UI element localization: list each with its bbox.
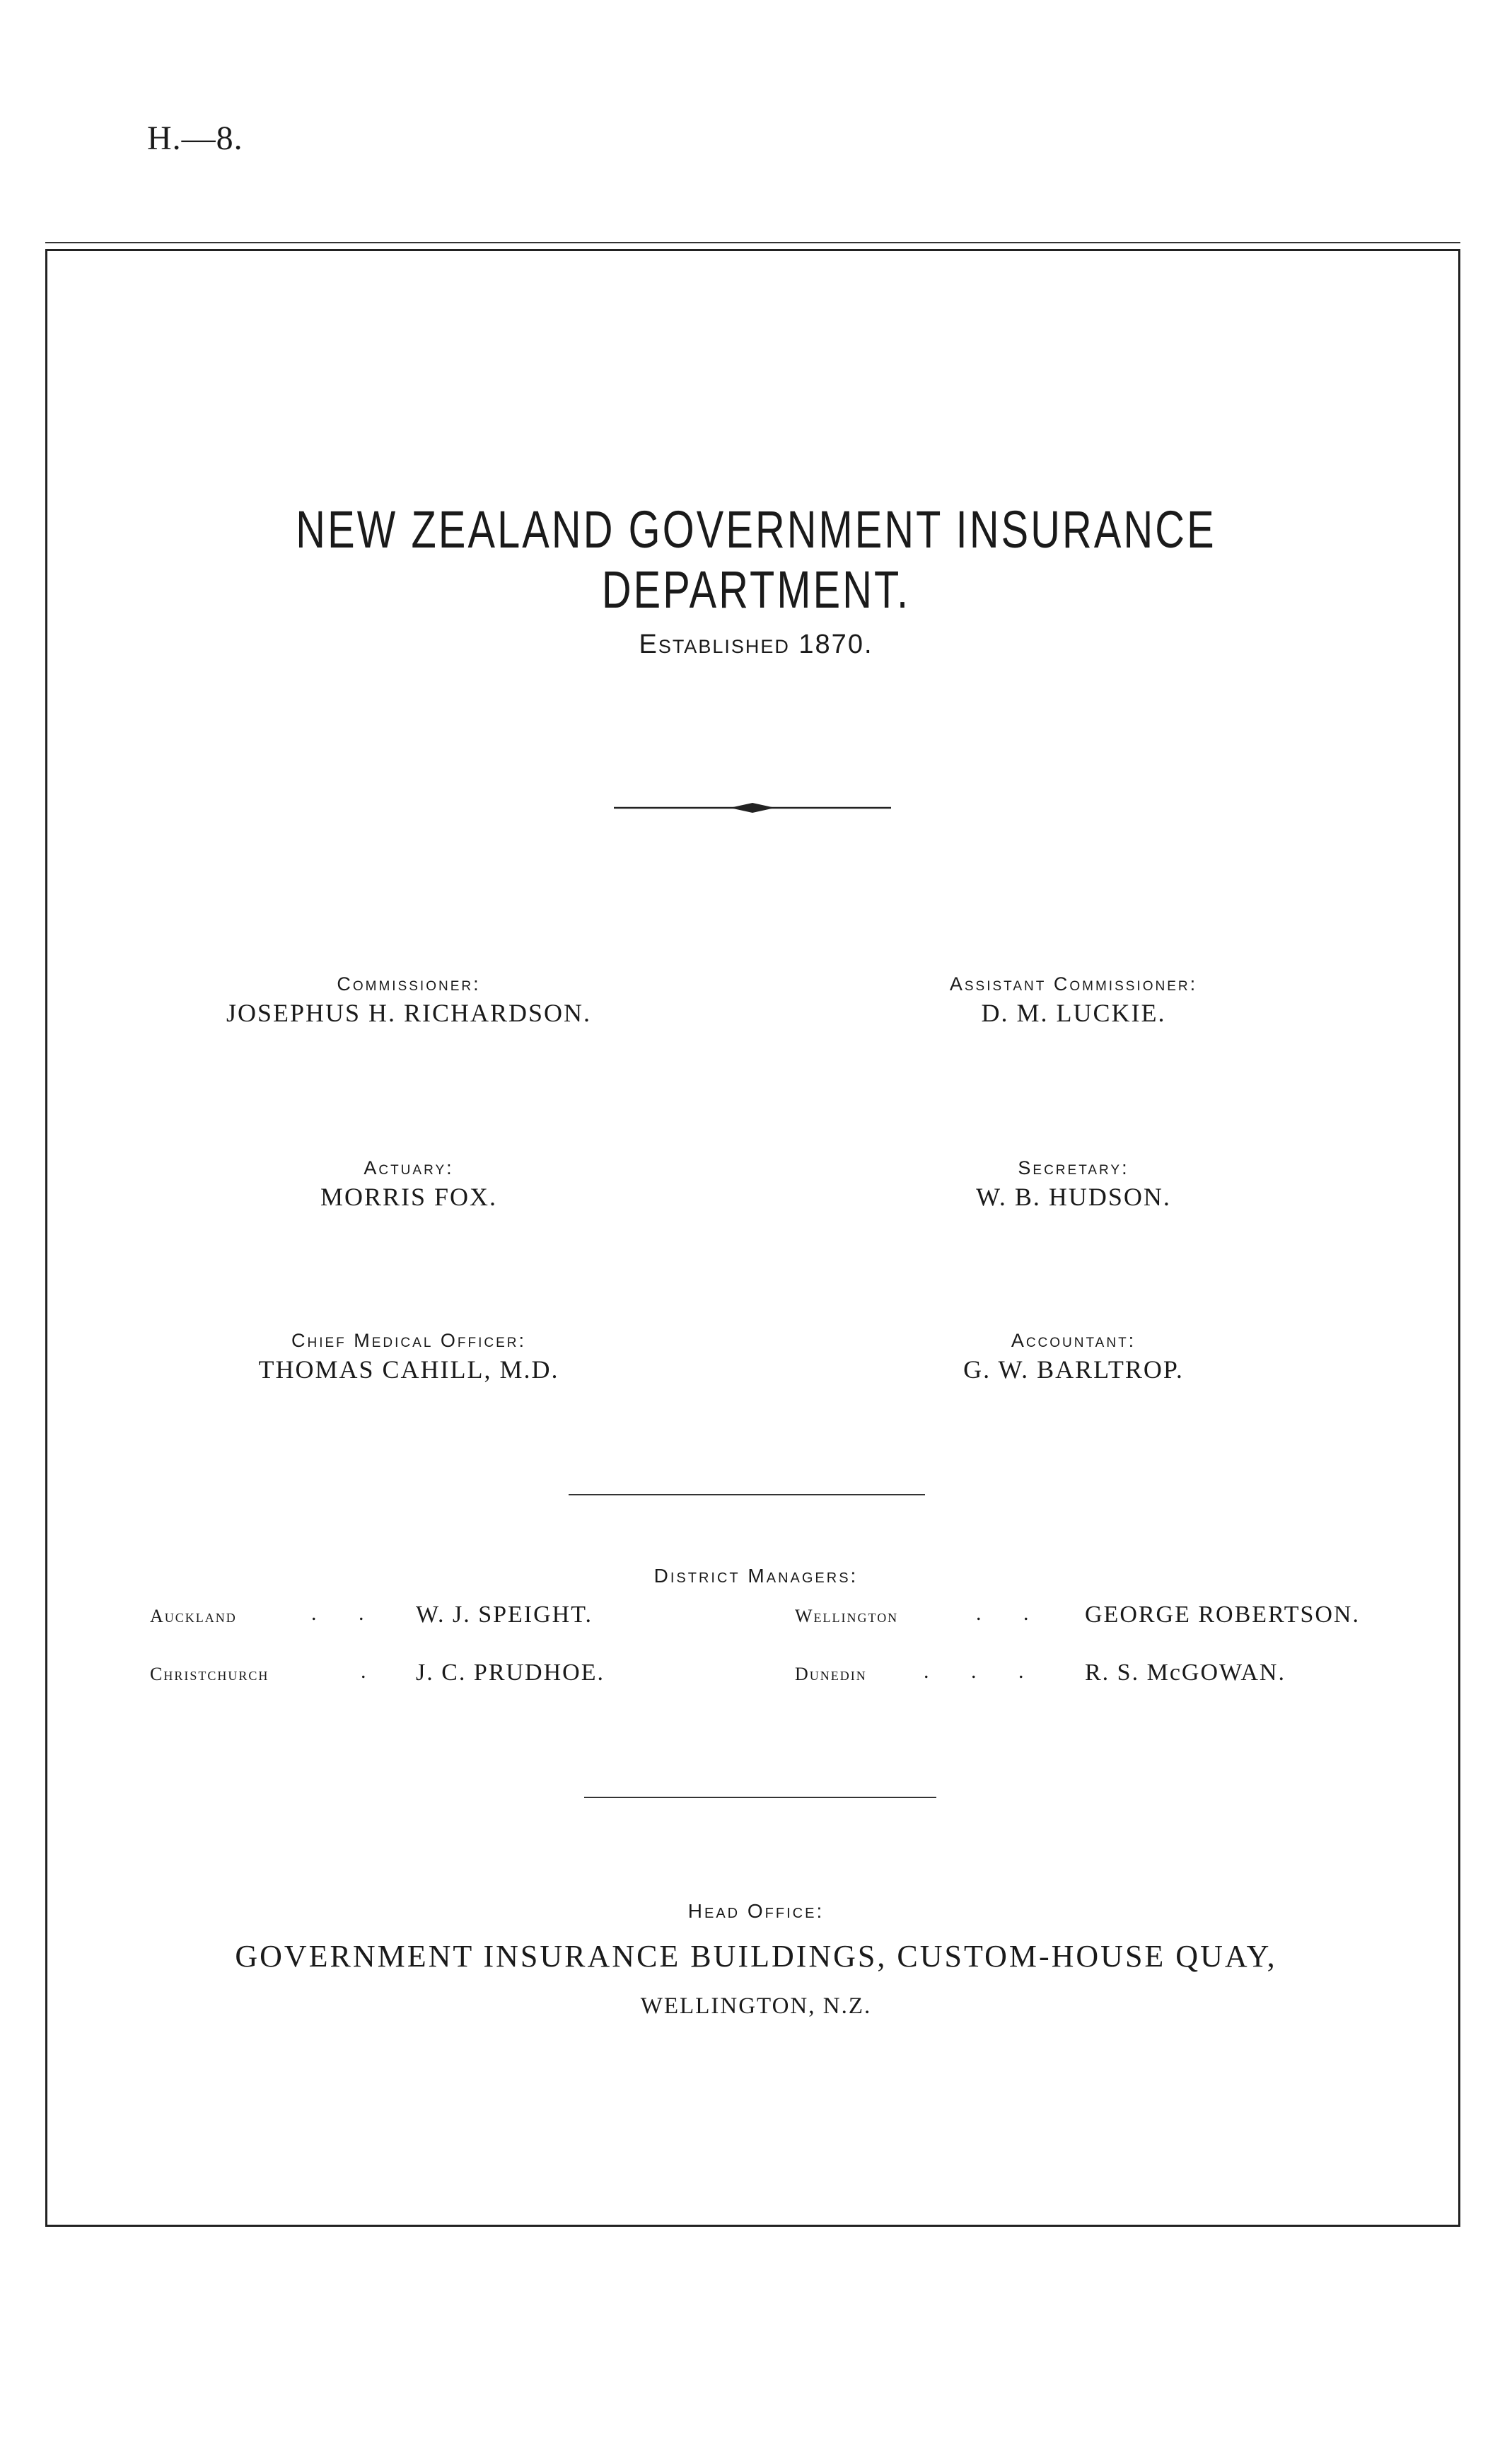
district-manager-dunedin: R. S. McGOWAN. bbox=[1085, 1659, 1286, 1686]
district-managers-label: District Managers: bbox=[653, 1565, 859, 1587]
leader-dots: . . . bbox=[924, 1659, 1042, 1683]
district-city-wellington bbox=[795, 1606, 898, 1627]
district-city-dunedin bbox=[795, 1664, 867, 1685]
assistant-commissioner-block bbox=[755, 973, 1392, 1028]
secretary-name: W. B. HUDSON. bbox=[976, 1183, 1171, 1211]
chief-medical-officer-block bbox=[91, 1330, 727, 1384]
district-city-label: Christchurch bbox=[150, 1664, 269, 1684]
ornament-divider bbox=[614, 799, 891, 816]
actuary-block bbox=[91, 1157, 727, 1212]
chief-medical-officer-label: Chief Medical Officer: bbox=[291, 1330, 526, 1351]
frame-top-rule bbox=[45, 242, 1460, 243]
assistant-commissioner-label: Assistant Commissioner: bbox=[949, 973, 1198, 995]
established-text: Established 1870. bbox=[639, 630, 873, 659]
district-city-christchurch bbox=[150, 1664, 269, 1685]
leader-dots: . . bbox=[311, 1601, 383, 1625]
accountant-name: G. W. BARLTROP. bbox=[963, 1355, 1184, 1384]
district-city-label: Dunedin bbox=[795, 1664, 867, 1684]
leader-dots: . bbox=[361, 1659, 385, 1683]
secretary-label: Secretary: bbox=[1018, 1157, 1129, 1178]
department-title: NEW ZEALAND GOVERNMENT INSURANCE DEPARTMENT. bbox=[296, 500, 1216, 619]
head-office-city: WELLINGTON, N.Z. bbox=[640, 1993, 872, 2019]
district-manager-christchurch: J. C. PRUDHOE. bbox=[416, 1659, 605, 1686]
district-managers-heading bbox=[0, 1565, 1512, 1587]
head-office-address: GOVERNMENT INSURANCE BUILDINGS, CUSTOM-HOUSE QUAY, bbox=[235, 1939, 1277, 1974]
section-divider-2 bbox=[584, 1797, 936, 1798]
district-city-label: Wellington bbox=[795, 1606, 899, 1626]
head-office-heading bbox=[0, 1900, 1512, 1923]
assistant-commissioner-name: D. M. LUCKIE. bbox=[981, 999, 1166, 1027]
actuary-name: MORRIS FOX. bbox=[320, 1183, 498, 1211]
commissioner-label: Commissioner: bbox=[337, 973, 481, 995]
district-city-label: Auckland bbox=[150, 1606, 237, 1626]
commissioner-block bbox=[91, 973, 727, 1028]
chief-medical-officer-name: THOMAS CAHILL, M.D. bbox=[258, 1355, 559, 1384]
commissioner-name: JOSEPHUS H. RICHARDSON. bbox=[226, 999, 592, 1027]
actuary-label: Actuary: bbox=[364, 1157, 454, 1178]
accountant-label: Accountant: bbox=[1011, 1330, 1136, 1351]
district-city-auckland bbox=[150, 1606, 237, 1627]
secretary-block bbox=[755, 1157, 1392, 1212]
leader-dots: . . bbox=[976, 1601, 1047, 1625]
head-office-label: Head Office: bbox=[687, 1900, 825, 1922]
established-line bbox=[0, 630, 1512, 660]
accountant-block bbox=[755, 1330, 1392, 1384]
district-manager-wellington: GEORGE ROBERTSON. bbox=[1085, 1601, 1360, 1628]
section-divider-1 bbox=[569, 1494, 925, 1495]
district-manager-auckland: W. J. SPEIGHT. bbox=[416, 1601, 593, 1628]
page-reference: H.—8. bbox=[147, 120, 243, 157]
